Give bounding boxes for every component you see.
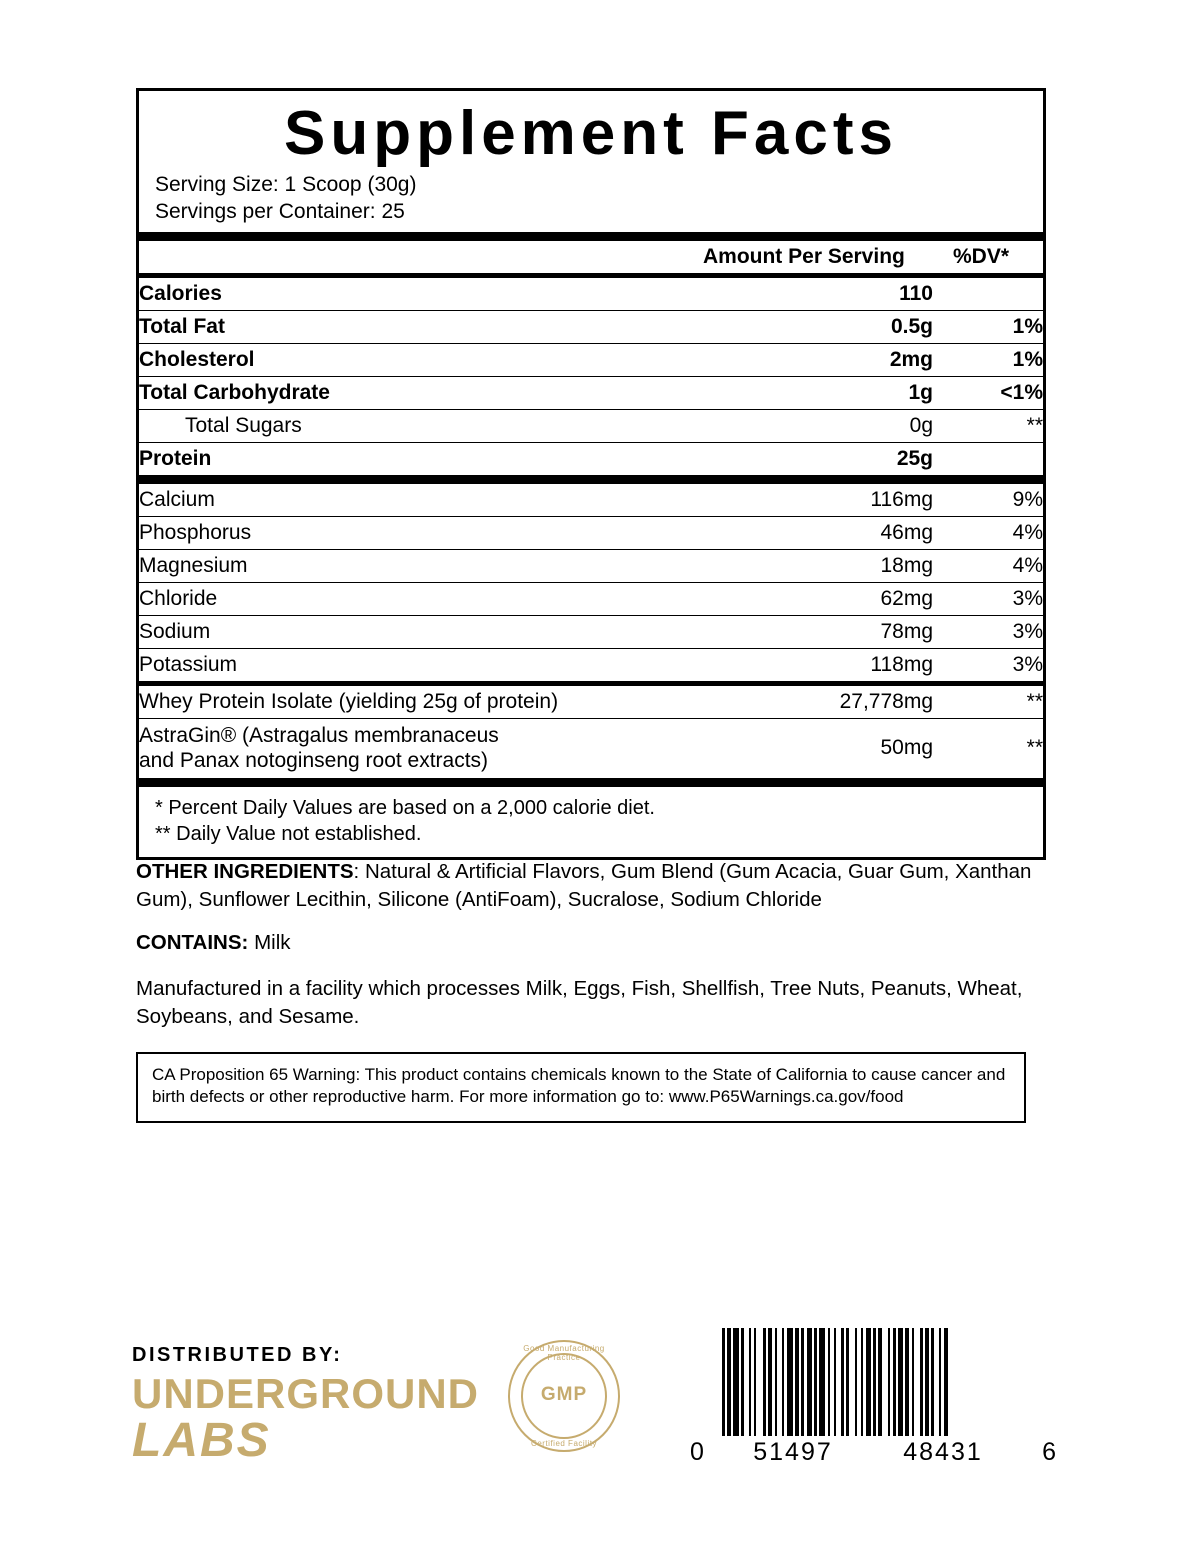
distributor-block	[132, 1344, 479, 1467]
gmp-arc-top-text: Good Manufacturing Practice	[523, 1344, 605, 1362]
row-name-line1: AstraGin® (Astragalus membranaceus	[139, 723, 499, 747]
gmp-arc-bottom-text: Certified Facility	[531, 1439, 597, 1448]
barcode-group2: 48431	[903, 1438, 983, 1466]
table-row	[139, 648, 1043, 683]
row-amount: 25g	[675, 442, 933, 479]
row-dv: **	[933, 718, 1043, 778]
barcode-check-digit: 6	[1042, 1438, 1058, 1466]
row-dv	[933, 442, 1043, 479]
row-name: Protein	[139, 442, 675, 479]
footnotes	[139, 787, 1043, 857]
nutrition-table	[139, 241, 1043, 778]
footer	[0, 1320, 1200, 1520]
row-name: Calcium	[139, 479, 675, 516]
row-name: Potassium	[139, 648, 675, 683]
table-row	[139, 516, 1043, 549]
footnote-daily-values: * Percent Daily Values are based on a 2,000 calorie diet.	[155, 797, 655, 820]
table-row	[139, 376, 1043, 409]
row-amount: 62mg	[675, 582, 933, 615]
contains-text: Milk	[248, 931, 291, 955]
table-header-row	[139, 241, 1043, 276]
table-row	[139, 275, 1043, 310]
row-name: Whey Protein Isolate (yielding 25g of protein)	[139, 683, 675, 718]
header-dv: %DV*	[952, 244, 1010, 268]
gmp-seal-icon	[508, 1340, 620, 1452]
row-dv: 3%	[933, 582, 1043, 615]
row-amount: 46mg	[675, 516, 933, 549]
supplement-facts-panel	[136, 88, 1046, 860]
row-amount: 2mg	[675, 343, 933, 376]
row-dv: 9%	[933, 479, 1043, 516]
divider-thick-top	[139, 232, 1043, 241]
barcode-lead-digit: 0	[690, 1438, 706, 1466]
facility-allergen-statement: Manufactured in a facility which processes Milk, Eggs, Fish, Shellfish, Tree Nuts, Peanuts, Wheat, Soybeans, and Sesame.	[136, 977, 1023, 1028]
barcode	[690, 1328, 1070, 1467]
row-dv: 3%	[933, 615, 1043, 648]
other-ingredients-label: OTHER INGREDIENTS	[136, 860, 354, 883]
gmp-center-text: GMP	[540, 1384, 588, 1405]
table-row	[139, 343, 1043, 376]
table-row	[139, 683, 1043, 718]
row-dv: 4%	[933, 549, 1043, 582]
brand-name-line2: LABS	[132, 1414, 271, 1467]
barcode-group1: 51497	[753, 1438, 833, 1466]
row-amount: 118mg	[675, 648, 933, 683]
row-dv: 3%	[933, 648, 1043, 683]
row-name: Total Fat	[139, 310, 675, 343]
row-dv: 1%	[933, 310, 1043, 343]
row-amount: 78mg	[675, 615, 933, 648]
contains-statement	[136, 929, 1052, 957]
barcode-bars	[722, 1328, 1070, 1436]
row-amount: 1g	[675, 376, 933, 409]
distributed-by-label: DISTRIBUTED BY:	[132, 1344, 343, 1366]
brand-name-line1: UNDERGROUND	[132, 1370, 479, 1417]
label-text-blocks	[136, 858, 1052, 1123]
row-name-line2: and Panax notoginseng root extracts)	[139, 749, 489, 773]
row-dv: <1%	[933, 376, 1043, 409]
row-amount: 27,778mg	[675, 683, 933, 718]
table-row	[139, 310, 1043, 343]
row-dv: **	[933, 683, 1043, 718]
row-dv: 1%	[933, 343, 1043, 376]
contains-label: CONTAINS:	[136, 931, 249, 955]
other-ingredients	[136, 858, 1052, 913]
header-amount: Amount Per Serving	[702, 244, 905, 268]
row-amount: 116mg	[675, 479, 933, 516]
other-ingredients-text: : Natural & Artificial Flavors, Gum Blend (Gum Acacia, Guar Gum, Xanthan Gum), Sunflower Lecithin, Silicone (AntiFoam), Sucralose, Sodium Chloride	[136, 860, 1032, 911]
row-amount: 110	[675, 275, 933, 310]
table-row	[139, 409, 1043, 442]
row-name: Magnesium	[139, 549, 675, 582]
row-name: Chloride	[139, 582, 675, 615]
serving-info	[139, 170, 1043, 232]
row-dv	[933, 275, 1043, 310]
row-amount: 18mg	[675, 549, 933, 582]
row-name: Cholesterol	[139, 343, 675, 376]
row-amount: 0.5g	[675, 310, 933, 343]
table-row	[139, 549, 1043, 582]
footnote-dv-not-established: ** Daily Value not established.	[155, 823, 422, 846]
table-row	[139, 582, 1043, 615]
table-row	[139, 615, 1043, 648]
row-dv: 4%	[933, 516, 1043, 549]
row-amount: 50mg	[675, 718, 933, 778]
table-row	[139, 442, 1043, 479]
header-blank	[139, 241, 675, 276]
servings-per-container: Servings per Container: 25	[155, 199, 405, 223]
row-name: Total Carbohydrate	[139, 376, 675, 409]
serving-size: Serving Size: 1 Scoop (30g)	[155, 173, 417, 197]
row-amount: 0g	[675, 409, 933, 442]
row-dv: **	[933, 409, 1043, 442]
table-row	[139, 718, 1043, 778]
barcode-digits	[690, 1438, 1070, 1467]
row-name: Phosphorus	[139, 516, 675, 549]
panel-title: Supplement Facts	[284, 99, 898, 168]
prop65-warning-box: CA Proposition 65 Warning: This product contains chemicals known to the State of California to cause cancer and birth defects or other reproductive harm. For more information go to: www.P65Warnings.ca.gov/food	[136, 1052, 1026, 1122]
divider-thick-bottom	[139, 778, 1043, 787]
row-name: Sodium	[139, 615, 675, 648]
row-name: Total Sugars	[139, 409, 675, 442]
row-name	[139, 718, 675, 778]
table-row	[139, 479, 1043, 516]
row-name: Calories	[139, 275, 675, 310]
